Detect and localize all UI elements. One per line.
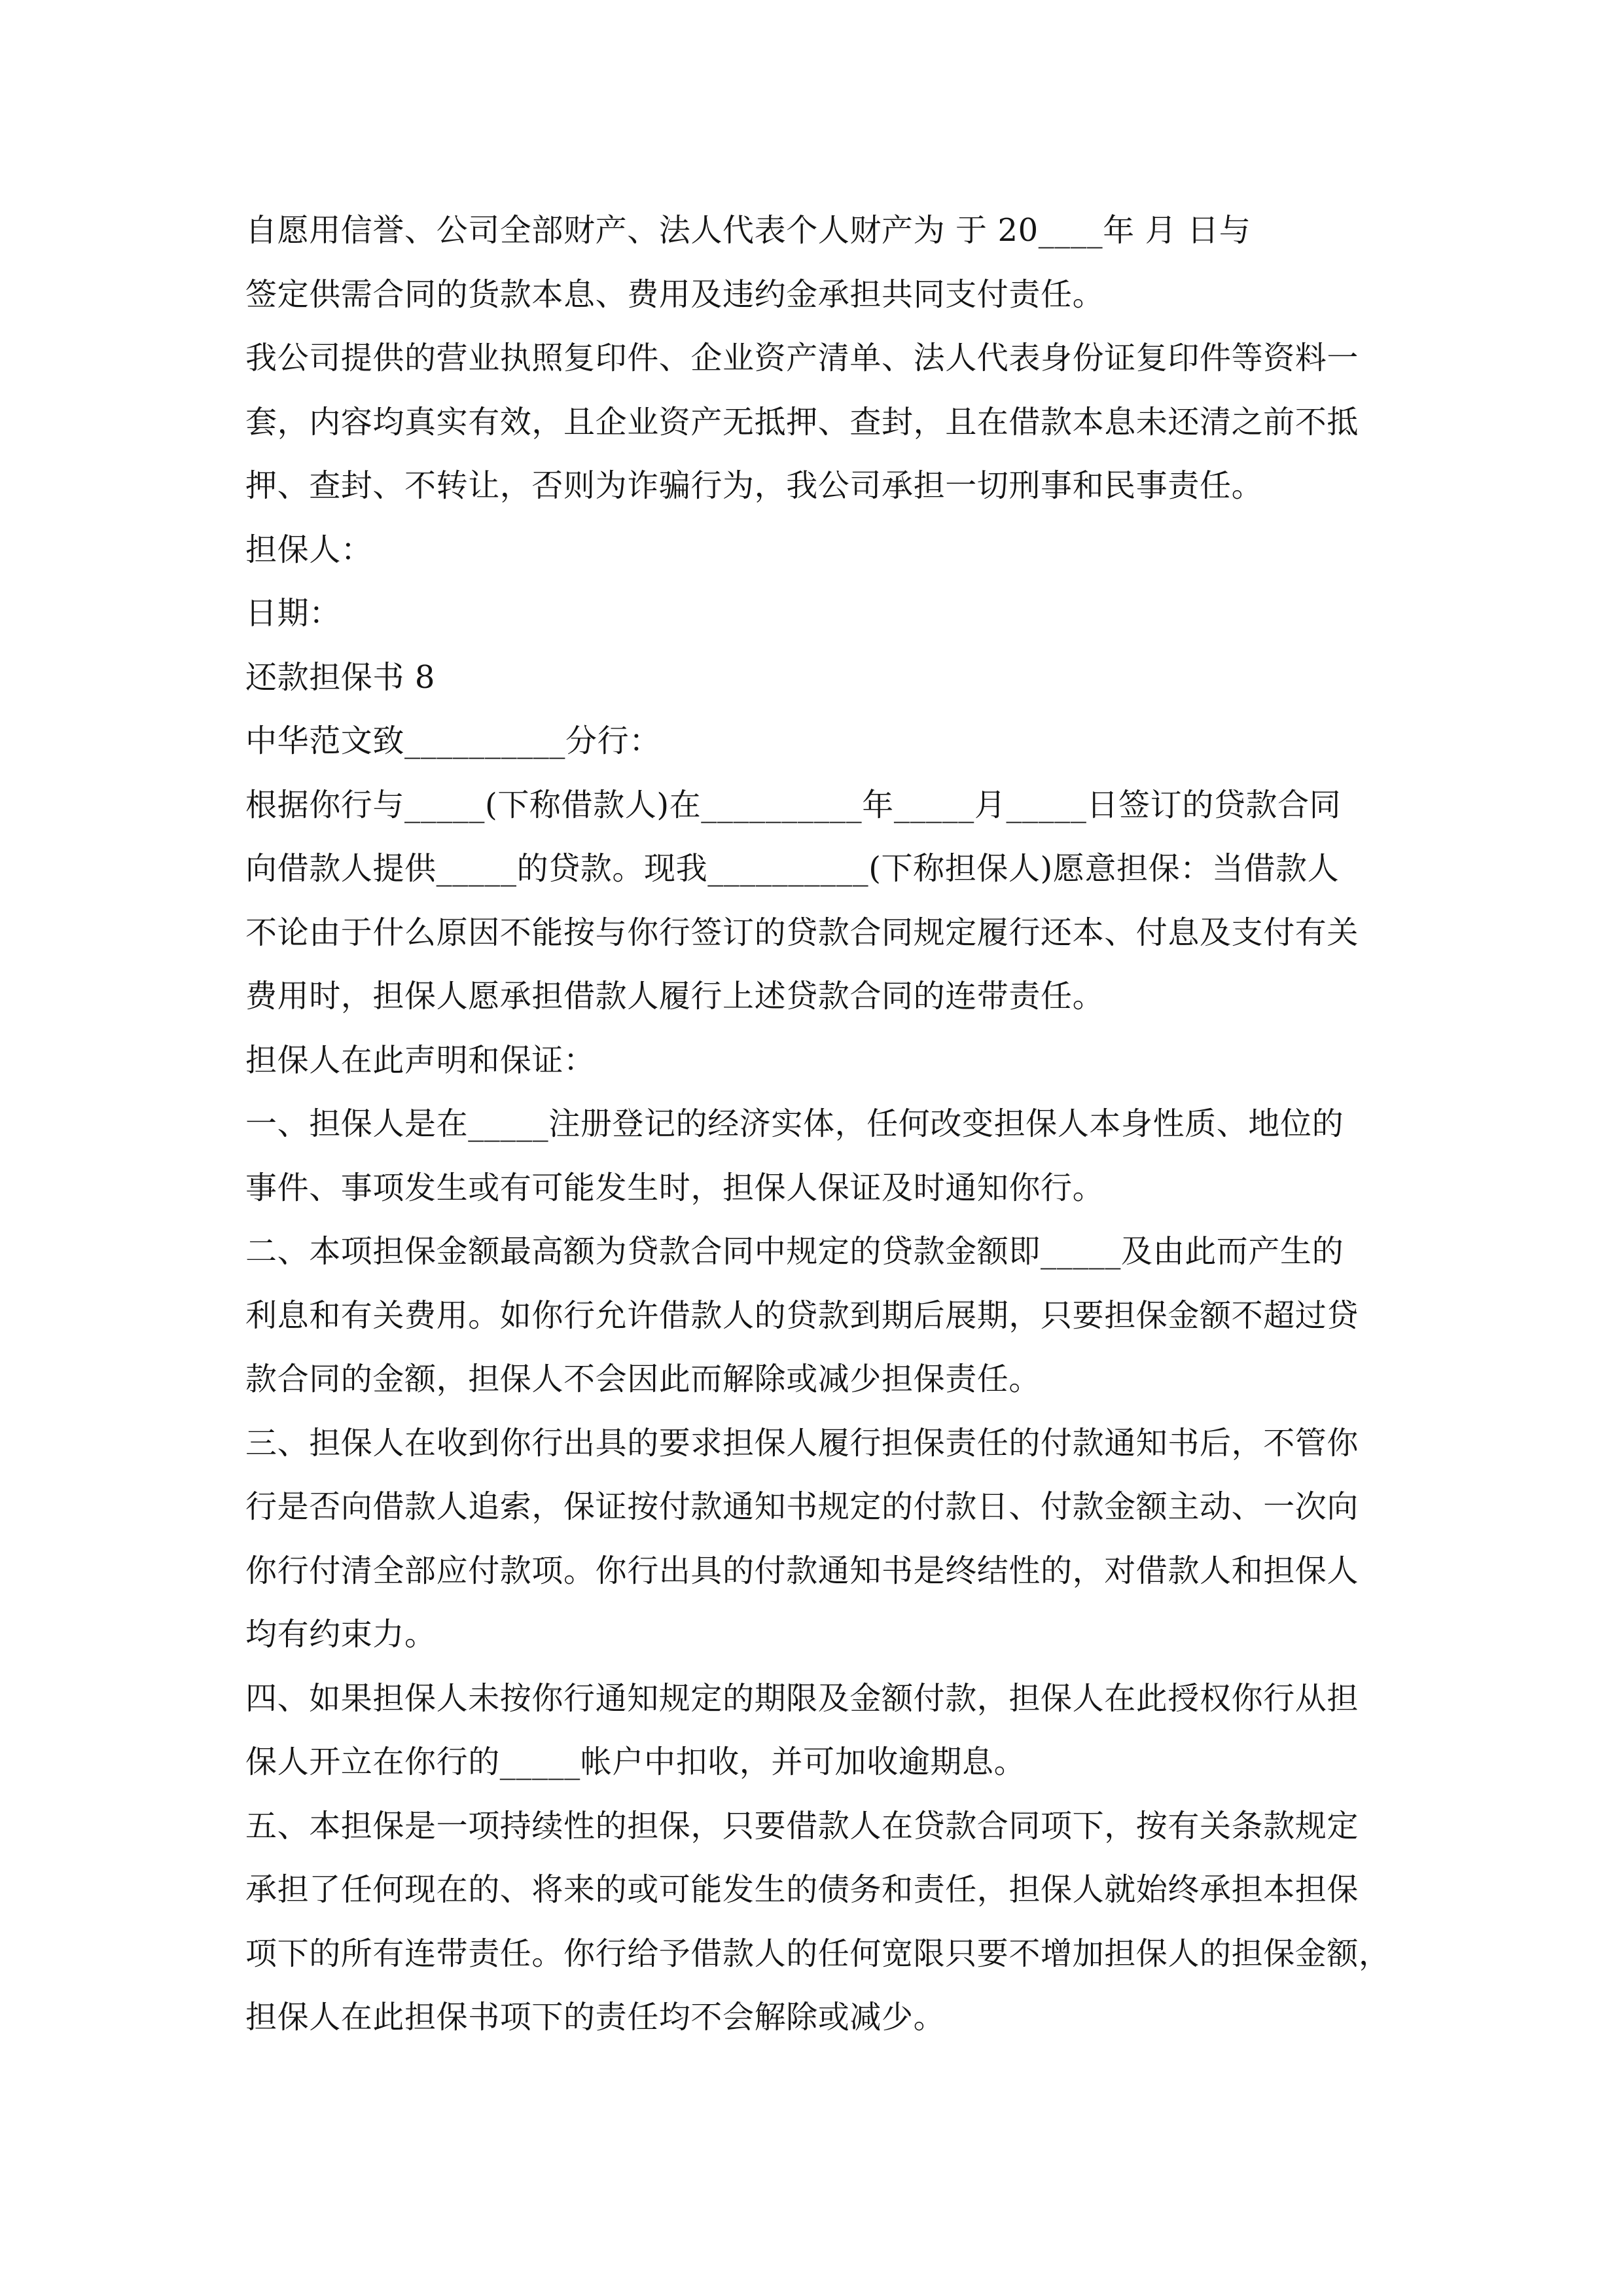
clause-line: 均有约束力。 <box>245 1616 437 1653</box>
date-label: 日期： <box>245 595 341 632</box>
text-line: 不论由于什么原因不能按与你行签订的贷款合同规定履行还本、付息及支付有关 <box>245 914 1359 951</box>
clause-line: 利息和有关费用。如你行允许借款人的贷款到期后展期，只要担保金额不超过贷 <box>245 1297 1359 1334</box>
text-line: 担保人在此声明和保证： <box>245 1041 596 1079</box>
text-line: 签定供需合同的货款本息、费用及违约金承担共同支付责任。 <box>245 276 1105 313</box>
clause-line: 项下的所有连带责任。你行给予借款人的任何宽限只要不增加担保人的担保金额， <box>245 1935 1391 1972</box>
clause-line: 三、担保人在收到你行出具的要求担保人履行担保责任的付款通知书后，不管你 <box>245 1424 1359 1462</box>
text-line: 根据你行与_____(下称借款人)在__________年_____月_____日签订的贷款合同 <box>245 786 1342 823</box>
clause-line: 担保人在此担保书项下的责任均不会解除或减少。 <box>245 1999 946 2036</box>
addressee-line: 中华范文致__________分行： <box>245 723 661 759</box>
clause-line: 二、本项担保金额最高额为贷款合同中规定的贷款金额即_____及由此而产生的 <box>245 1233 1344 1270</box>
clause-line: 保人开立在你行的_____帐户中扣收，并可加收逾期息。 <box>245 1744 1026 1780</box>
clause-line: 事件、事项发生或有可能发生时，担保人保证及时通知你行。 <box>245 1169 1105 1206</box>
clause-line: 一、担保人是在_____注册登记的经济实体，任何改变担保人本身性质、地位的 <box>245 1105 1344 1142</box>
guarantor-label: 担保人： <box>245 531 373 568</box>
clause-line: 行是否向借款人追索，保证按付款通知书规定的付款日、付款金额主动、一次向 <box>245 1488 1359 1525</box>
clause-line: 款合同的金额，担保人不会因此而解除或减少担保责任。 <box>245 1361 1041 1397</box>
clause-line: 四、如果担保人未按你行通知规定的期限及金额付款，担保人在此授权你行从担 <box>245 1679 1359 1717</box>
text-line: 自愿用信誉、公司全部财产、法人代表个人财产为 于 20____年 月 日与 <box>245 212 1251 249</box>
text-line: 向借款人提供_____的贷款。现我__________(下称担保人)愿意担保：当借款人 <box>245 850 1340 887</box>
clause-line: 你行付清全部应付款项。你行出具的付款通知书是终结性的，对借款人和担保人 <box>245 1552 1359 1589</box>
clause-line: 五、本担保是一项持续性的担保，只要借款人在贷款合同项下，按有关条款规定 <box>245 1807 1359 1844</box>
clause-line: 承担了任何现在的、将来的或可能发生的债务和责任，担保人就始终承担本担保 <box>245 1871 1359 1908</box>
text-line: 费用时，担保人愿承担借款人履行上述贷款合同的连带责任。 <box>245 978 1105 1014</box>
text-line: 押、查封、不转让，否则为诈骗行为，我公司承担一切刑事和民事责任。 <box>245 467 1264 504</box>
text-line: 我公司提供的营业执照复印件、企业资产清单、法人代表身份证复印件等资料一 <box>245 340 1359 376</box>
document-body <box>245 211 1397 2062</box>
section-title: 还款担保书 8 <box>245 658 435 696</box>
text-line: 套，内容均真实有效，且企业资产无抵押、查封，且在借款本息未还清之前不抵 <box>245 403 1359 440</box>
